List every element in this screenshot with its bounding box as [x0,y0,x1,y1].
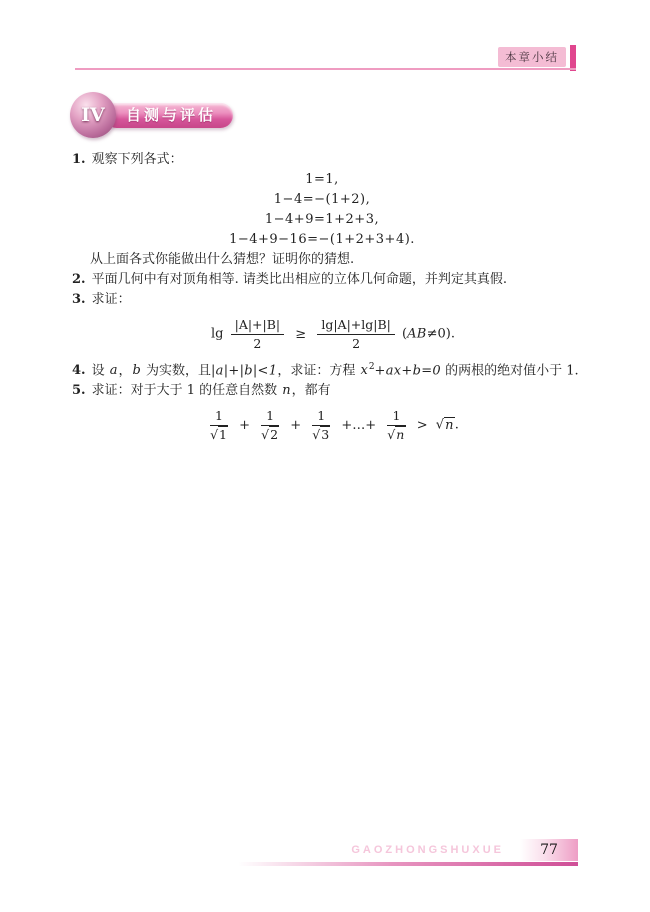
condition-vars: AB [407,326,427,342]
problem-4-text: 为实数，且 [141,363,211,379]
problem-4-number: 4. [72,363,86,379]
fraction [210,408,228,443]
problem-3 [72,290,594,310]
sqrt-symbol: √ [261,427,270,443]
section-badge [70,92,233,138]
equation-line: 1−4+9=1+2+3, [264,212,380,227]
relation-sign: ≥ [295,326,307,342]
inline-math: |a|+|b|<1 [210,363,278,379]
page-footer [238,839,578,866]
problem-5-number: 5. [72,383,86,399]
page-number-badge: 77 [520,839,578,861]
problem-1-equations [72,170,594,250]
problem-3-text: 求证： [91,292,131,307]
fraction-numerator: lg|A|+lg|B| [317,317,395,335]
radicand: 3 [321,427,330,443]
problem-5-formula [72,408,594,443]
fraction-numerator: 1 [261,408,279,426]
radicand: 2 [270,427,279,443]
condition-open: ( [402,326,408,342]
section-title-pill: 自测与评估 [104,103,233,128]
problem-5 [72,381,594,401]
fraction-numerator: 1 [387,408,405,426]
problem-2 [72,270,594,290]
fraction [231,317,285,352]
fraction-denominator [312,426,330,442]
problem-4-text: 的两根的绝对值小于 1. [441,363,579,379]
fraction-denominator [387,426,405,442]
fraction [312,408,330,443]
fraction-denominator: 2 [352,336,361,352]
exponent: 2 [368,361,375,372]
problem-1-text: 观察下列各式： [91,152,183,167]
ellipsis-plus: +…+ [341,417,377,433]
sqrt-symbol: √ [387,427,396,443]
plus-sign: + [290,417,302,433]
radicand: n [445,417,454,433]
log-prefix: lg [210,326,224,342]
equation-line: 1=1, [305,172,339,187]
fraction-numerator: 1 [210,408,228,426]
formula-period: . [454,417,459,433]
var-n: n [282,383,291,399]
fraction [387,408,405,443]
problem-2-number: 2. [72,272,86,287]
fraction [317,317,395,352]
fraction-denominator: 2 [253,336,262,352]
equation-line: 1−4+9−16=−(1+2+3+4). [229,232,415,247]
sqrt-symbol: √ [210,427,219,443]
inline-math: +ax+b=0 [374,363,441,379]
header-rule [75,68,576,70]
fraction-denominator [210,426,228,442]
fraction-numerator: |A|+|B| [231,317,285,335]
var-a: a [109,363,118,379]
problem-5-text: 求证：对于大于 1 的任意自然数 [91,383,282,399]
problem-4-text: 设 [91,363,109,379]
problem-1 [72,150,594,170]
problem-4-text: ， [118,363,132,379]
sqrt-symbol: √ [312,427,321,443]
problem-3-number: 3. [72,292,86,307]
equation-line: 1−4=−(1+2), [273,192,371,207]
var-b: b [132,363,141,379]
problem-4-text: ，求证：方程 [277,363,360,379]
plus-sign: + [239,417,251,433]
footer-watermark: GAOZHONGSHUXUE [351,844,504,856]
condition-close: ≠0). [426,326,456,342]
section-roman-badge: IV [70,92,116,138]
problem-5-text: ，都有 [291,383,331,399]
fraction-numerator: 1 [312,408,330,426]
problem-1-followup: 从上面各式你能做出什么猜想？证明你的猜想. [90,252,355,267]
problem-4 [72,357,594,381]
var-x: x [360,363,368,379]
chapter-summary-tab: 本章小结 [498,47,566,67]
radicand: 1 [219,427,227,443]
problem-2-text: 平面几何中有对顶角相等. 请类比出相应的立体几何命题，并判定其真假. [91,272,507,287]
problems-list [72,150,594,448]
footer-gradient-bar [238,862,578,866]
relation-sign: > [416,417,428,433]
fraction [261,408,279,443]
radicand: n [396,427,405,443]
sqrt-symbol: √ [435,417,445,433]
problem-1-number: 1. [72,152,86,167]
fraction-denominator [261,426,279,442]
problem-3-formula [72,317,594,352]
